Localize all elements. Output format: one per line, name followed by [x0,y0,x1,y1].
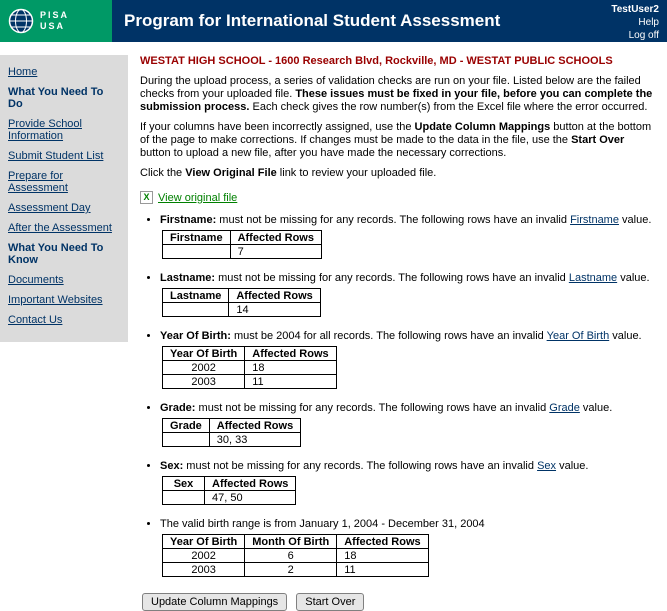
intro-paragraph-3 [140,167,653,180]
check-text-year-of-birth [160,330,653,343]
intro-text: button to upload a new file, after you have made the necessary corrections. [140,147,507,159]
check-text-sex [160,460,653,473]
check-description: must not be missing for any records. The following rows have an invalid [183,460,538,472]
sidebar-item-home[interactable]: Home [8,66,38,78]
check-description: value. [609,330,642,342]
intro-paragraph-1 [140,75,653,114]
sidebar-item-prepare-for-assessment[interactable]: Prepare for Assessment [8,170,68,194]
view-original-file-mention: View Original File [185,167,277,179]
sidebar [0,55,128,342]
sidebar-item-contact-us[interactable]: Contact Us [8,314,63,326]
check-description: must not be missing for any records. The following rows have an invalid [195,402,550,414]
lastname-affected-rows-table: Lastname Affected Rows 14 [162,288,321,317]
logoff-link[interactable]: Log off [628,30,659,41]
check-description: The valid birth range is from January 1, 2004 - December 31, 2004 [160,518,485,530]
sidebar-item-submit-student-list[interactable]: Submit Student List [8,150,104,162]
grade-field-link[interactable]: Grade [549,402,580,414]
username-label: TestUser2 [611,4,659,15]
view-file-row [140,191,653,204]
school-header: WESTAT HIGH SCHOOL - 1600 Research Blvd, Rockville, MD - WESTAT PUBLIC SCHOOLS [140,55,613,67]
start-over-mention: Start Over [571,134,625,146]
buttons-row [140,593,653,611]
check-text-birth-range [160,518,653,531]
check-description: must be 2004 for all records. The following rows have an invalid [230,330,547,342]
check-description: value. [617,272,650,284]
logo-line-usa: USA [40,21,66,31]
check-label: Year Of Birth: [160,330,231,342]
top-header [0,0,667,42]
logo-text [40,10,69,32]
sidebar-item-provide-school-information[interactable]: Provide School Information [8,118,82,142]
grade-affected-rows-table: Grade Affected Rows 30, 33 [162,418,301,447]
check-label: Firstname: [160,214,217,226]
check-item-lastname [160,272,653,317]
year-of-birth-field-link[interactable]: Year Of Birth [546,330,610,342]
pisa-logo [0,0,112,42]
check-item-birth-range [160,518,653,577]
lastname-field-link[interactable]: Lastname [568,272,618,284]
birth-range-affected-rows-table: Year Of Birth Month Of Birth Affected Rows 2002 6 18 2003 2 11 [162,534,429,577]
firstname-affected-rows-table: Firstname Affected Rows 7 [162,230,322,259]
check-label: Sex: [160,460,184,472]
check-text-grade [160,402,653,415]
check-description: value. [618,214,652,226]
year-of-birth-affected-rows-table: Year Of Birth Affected Rows 2002 18 2003 11 [162,346,337,389]
check-item-grade [160,402,653,447]
check-description: value. [579,402,613,414]
update-mappings-mention: Update Column Mappings [414,121,551,133]
intro-bold-text: These issues must be fixed in your file, before you can complete the submission process. [140,88,653,113]
check-item-firstname [160,214,653,259]
firstname-field-link[interactable]: Firstname [570,214,619,226]
update-column-mappings-button[interactable]: Update Column Mappings [142,593,287,611]
intro-paragraph-2 [140,121,653,160]
validation-checks-list [142,214,653,577]
check-label: Grade: [160,402,196,414]
sidebar-item-assessment-day[interactable]: Assessment Day [8,202,91,214]
logo-line-pisa: PISA [40,10,70,20]
title-area [112,0,667,42]
check-text-lastname [160,272,653,285]
sex-field-link[interactable]: Sex [537,460,557,472]
check-item-year-of-birth [160,330,653,389]
user-links [611,3,659,42]
sex-affected-rows-table: Sex Affected Rows 47, 50 [162,476,296,505]
sidebar-item-important-websites[interactable]: Important Websites [8,294,103,306]
sidebar-header-what-you-need-to-know: What You Need To Know [8,242,104,266]
intro-text: Each check gives the row number(s) from the Excel file where the error occurred. [249,101,648,113]
intro-text: link to review your uploaded file. [276,167,437,179]
excel-icon: X [140,191,153,204]
globe-icon [8,8,34,34]
view-original-file-link[interactable]: View original file [158,191,238,204]
intro-text: During the upload process, a series of validation checks are run on your file. Listed below are the failed checks from your uploaded file. [140,75,641,100]
check-description: value. [556,460,589,472]
check-description: must not be missing for any records. The following rows have an invalid [216,214,571,226]
intro-text: button at the bottom of the page to make corrections. If changes must be made to the data in the file, use the [140,121,652,146]
sidebar-item-after-the-assessment[interactable]: After the Assessment [8,222,112,234]
check-description: must not be missing for any records. The following rows have an invalid [215,272,569,284]
help-link[interactable]: Help [638,17,659,28]
sidebar-item-documents[interactable]: Documents [8,274,64,286]
sidebar-header-what-you-need-to-do: What You Need To Do [8,86,104,110]
content [0,42,667,611]
start-over-button[interactable]: Start Over [296,593,364,611]
main-content [128,42,667,611]
page-title: Program for International Student Assessment [124,11,501,30]
intro-text: If your columns have been incorrectly assigned, use the [140,121,415,133]
check-item-sex [160,460,653,505]
check-text-firstname [160,214,653,227]
check-label: Lastname: [160,272,216,284]
intro-text: Click the [140,167,186,179]
